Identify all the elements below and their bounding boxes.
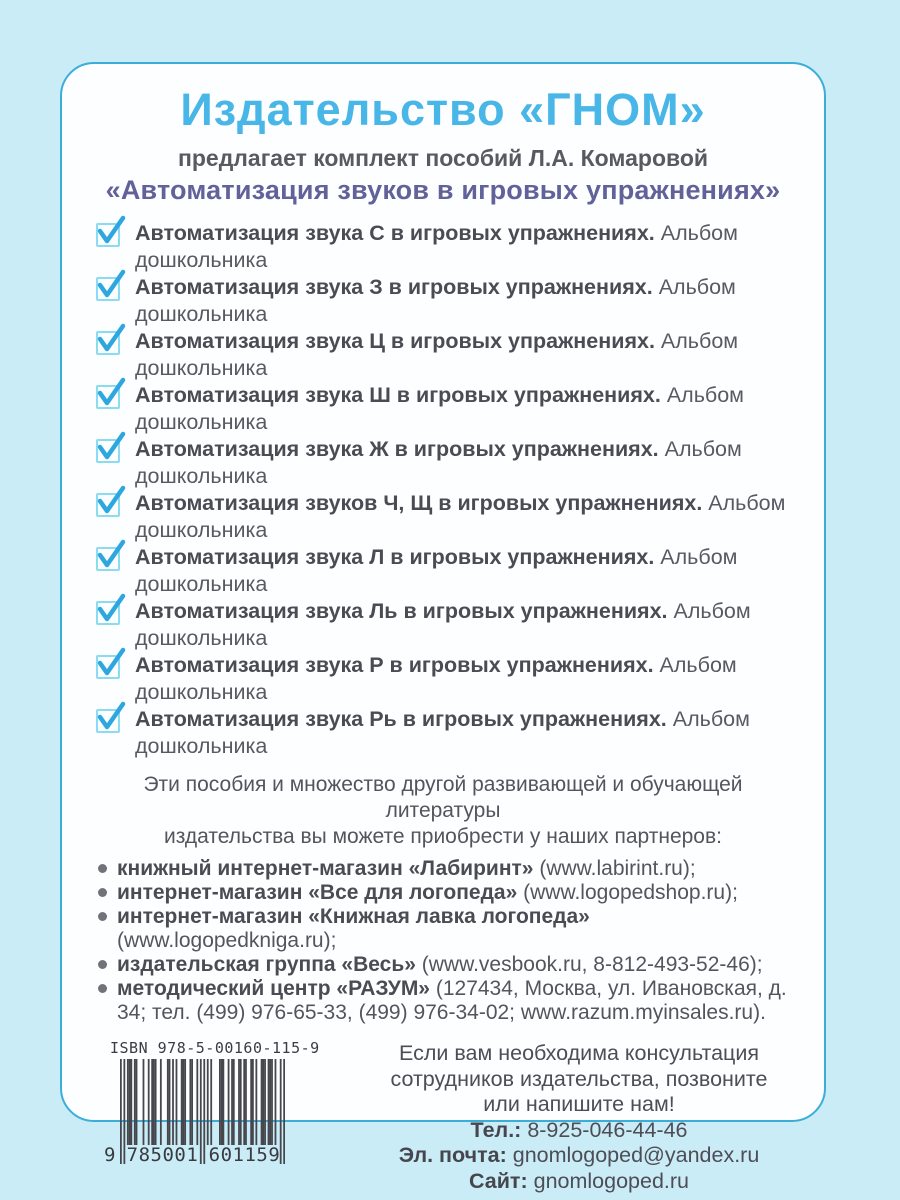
partners-intro-line2: издательства вы можете приобрести у наших партнеров:	[164, 825, 722, 848]
checkbox-checked-icon	[96, 439, 120, 463]
contact-block	[368, 1039, 790, 1194]
book-list-item	[96, 544, 790, 598]
phone-value: 8-925-046-44-46	[527, 1117, 688, 1142]
partner-list-item	[96, 905, 790, 953]
book-list-item	[96, 382, 790, 436]
site-value: gnomlogoped.ru	[533, 1168, 690, 1193]
publisher-title: Издательство «ГНОМ»	[180, 84, 706, 135]
barcode-digits-left: 785001	[126, 1144, 199, 1166]
book-list-item	[96, 490, 790, 544]
partner-text: книжный интернет-магазин «Лабиринт» (www.labirint.ru);	[117, 857, 696, 880]
checkbox-checked-icon	[96, 547, 120, 571]
book-list	[96, 220, 790, 760]
bullet-icon	[98, 984, 107, 993]
email-value: gnomlogoped@yandex.ru	[512, 1143, 760, 1167]
checkbox-checked-icon	[96, 277, 120, 301]
book-list-item	[96, 328, 790, 382]
barcode-digit-first: 9	[104, 1144, 116, 1166]
book-list-item	[96, 598, 790, 652]
partner-text: интернет-магазин «Книжная лавка логопеда» (www.logopedkniga.ru);	[117, 905, 590, 952]
back-cover-card	[60, 62, 826, 1193]
contact-site	[368, 1169, 790, 1195]
contact-phone	[368, 1118, 790, 1144]
contact-email	[368, 1143, 790, 1169]
partner-list-item	[96, 953, 790, 977]
partner-list	[96, 857, 790, 1025]
book-title: Автоматизация звука Рь в игровых упражнениях. Альбом дошкольника	[135, 707, 750, 758]
checkbox-checked-icon	[96, 655, 120, 679]
book-title: Автоматизация звука Л в игровых упражнениях. Альбом дошкольника	[135, 545, 738, 596]
series-title: «Автоматизация звуков в игровых упражнениях»	[105, 175, 781, 205]
partner-list-item	[96, 977, 790, 1025]
book-title: Автоматизация звука Ль в игровых упражнениях. Альбом дошкольника	[135, 599, 751, 650]
partner-text: интернет-магазин «Все для логопеда» (www.logopedshop.ru);	[117, 881, 738, 904]
book-list-item	[96, 706, 790, 760]
book-title: Автоматизация звука Р в игровых упражнениях. Альбом дошкольника	[135, 653, 737, 704]
book-list-item	[96, 436, 790, 490]
checkbox-checked-icon	[96, 331, 120, 355]
book-title: Автоматизация звука Ц в игровых упражнениях. Альбом дошкольника	[135, 329, 739, 380]
bullet-icon	[98, 864, 107, 873]
book-list-item	[96, 652, 790, 706]
partners-intro	[96, 772, 790, 850]
checkbox-checked-icon	[96, 385, 120, 409]
isbn-label: ISBN 978-5-00160-115-9	[110, 1039, 320, 1057]
partner-text: методический центр «РАЗУМ» (127434, Москва, ул. Ивановская, д. 34; тел. (499) 976-65-33, (499) 976-34-02; www.razum.myinsales.ru).	[117, 977, 787, 1024]
barcode-digits-right: 601159	[208, 1144, 281, 1166]
book-list-item	[96, 220, 790, 274]
contact-line1: Если вам необходима консультация	[398, 1041, 760, 1065]
book-title: Автоматизация звука Ш в игровых упражнениях. Альбом дошкольника	[135, 383, 744, 434]
site-label: Сайт:	[468, 1168, 528, 1193]
checkbox-checked-icon	[96, 223, 120, 247]
footer	[96, 1039, 790, 1194]
checkbox-checked-icon	[96, 709, 120, 733]
bullet-icon	[98, 912, 107, 921]
isbn-block	[96, 1039, 368, 1194]
partner-list-item	[96, 881, 790, 905]
contact-line2: сотрудников издательства, позвоните	[390, 1066, 768, 1091]
checkbox-checked-icon	[96, 493, 120, 517]
book-title: Автоматизация звука З в игровых упражнениях. Альбом дошкольника	[135, 275, 736, 326]
contact-line3: или напишите нам!	[483, 1092, 675, 1116]
partner-list-item	[96, 857, 790, 881]
barcode	[104, 1059, 285, 1166]
bullet-icon	[98, 960, 107, 969]
email-label: Эл. почта:	[398, 1143, 507, 1167]
book-title: Автоматизация звука С в игровых упражнениях. Альбом дошкольника	[135, 221, 738, 272]
phone-label: Тел.:	[470, 1117, 522, 1142]
book-list-item	[96, 274, 790, 328]
book-title: Автоматизация звуков Ч, Щ в игровых упражнениях. Альбом дошкольника	[135, 491, 786, 542]
partner-text: издательская группа «Весь» (www.vesbook.ru, 8-812-493-52-46);	[117, 953, 763, 976]
bullet-icon	[98, 888, 107, 897]
subtitle: предлагает комплект пособий Л.А. Комаровой	[177, 145, 709, 171]
partners-intro-line1: Эти пособия и множество другой развивающей и обучающей литературы	[143, 773, 743, 822]
checkbox-checked-icon	[96, 601, 120, 625]
book-title: Автоматизация звука Ж в игровых упражнениях. Альбом дошкольника	[135, 437, 742, 488]
